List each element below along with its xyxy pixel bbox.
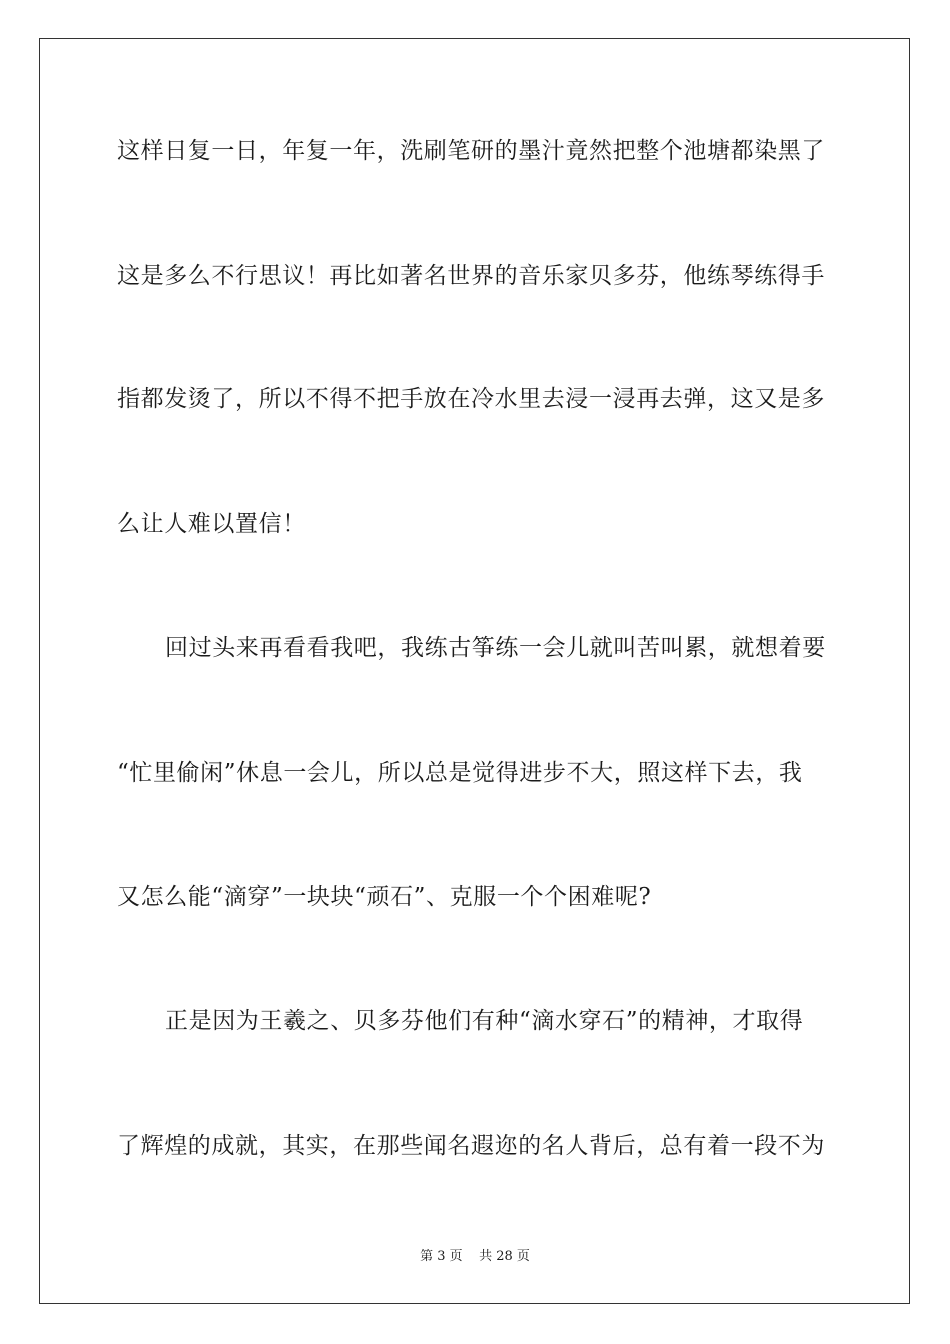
paragraph-first-line: 回过头来再看看我吧，我练古筝练一会儿就叫苦叫累，就想着要	[165, 635, 826, 661]
body-text-line: “忙里偷闲”休息一会儿，所以总是觉得进步不大，照这样下去，我	[117, 760, 803, 786]
page-number-footer: 第 3 页 共 28 页	[420, 1249, 530, 1264]
body-text-line: 指都发烫了，所以不得不把手放在冷水里去浸一浸再去弹，这又是多	[117, 386, 825, 412]
body-text-line: 这是多么不行思议！再比如著名世界的音乐家贝多芬，他练琴练得手	[117, 263, 825, 289]
body-text-line: 这样日复一日，年复一年，洗刷笔研的墨汁竟然把整个池塘都染黑了	[117, 138, 825, 164]
body-text-line: 么让人难以置信！	[117, 511, 306, 537]
paragraph-first-line: 正是因为王羲之、贝多芬他们有种“滴水穿石”的精神，才取得	[165, 1008, 804, 1034]
body-text-line: 又怎么能“滴穿”一块块“顽石”、克服一个个困难呢?	[117, 884, 652, 910]
body-text-line: 了辉煌的成就，其实，在那些闻名遐迩的名人背后，总有着一段不为	[117, 1133, 825, 1159]
page-border	[39, 38, 910, 1304]
